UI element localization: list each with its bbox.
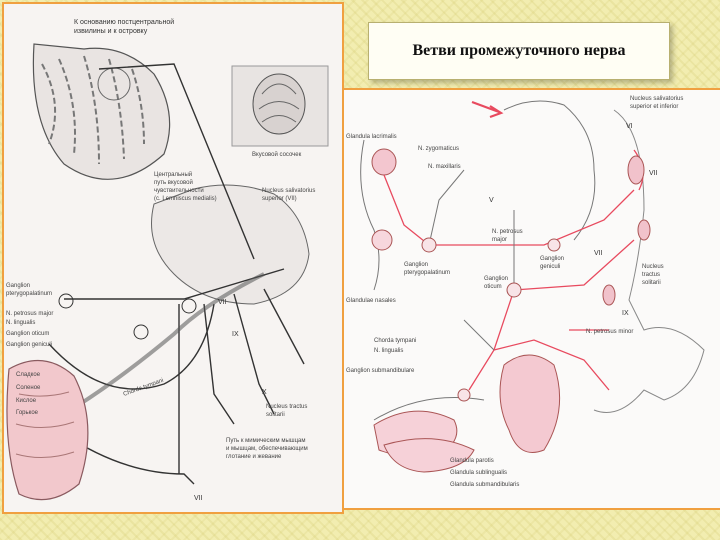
label-ganglion-ptery-2: pterygopalatinum: [6, 291, 53, 297]
facial-nerve-branches-diagram: [344, 90, 720, 508]
label-n-lingualis: N. lingualis: [6, 320, 36, 326]
label-chorda-tympani: Chorda tympani: [374, 338, 417, 344]
label-ganglion-ptery-2: pterygopalatinum: [404, 270, 451, 276]
label-nucleus-salivatorius: Nucleus salivatorius: [630, 96, 684, 102]
label-ganglion-ptery: Ganglion: [6, 283, 31, 289]
label-vii: VII: [218, 299, 227, 306]
label-ix: IX: [622, 310, 629, 317]
label-top-caption-2: извилины и к островку: [74, 28, 148, 35]
label-nucleus-tractus-2: solitarii: [266, 412, 285, 418]
label-glandula-parotis: Glandula parotis: [450, 458, 494, 464]
label-ix: IX: [232, 331, 239, 338]
label-central-path-4: (с. Lemniscus medialis): [154, 196, 217, 202]
label-central-path: Центральный: [154, 172, 193, 178]
label-tongue-bitter: Горькое: [16, 410, 39, 416]
label-glandula-lacrimalis: Glandula lacrimalis: [346, 134, 397, 140]
label-path-muscles-3: глотание и жевание: [226, 454, 282, 460]
label-ganglion-ptery: Ganglion: [404, 262, 429, 268]
label-top-caption: К основанию постцентральной: [74, 19, 175, 26]
label-x: X: [262, 389, 267, 396]
label-n-maxillaris: N. maxillaris: [428, 164, 461, 170]
label-ganglion-geniculi: Ganglion geniculi: [6, 342, 53, 348]
label-glandula-submandibularis: Glandula submandibularis: [450, 482, 520, 488]
label-nucleus-tractus: Nucleus: [642, 264, 664, 270]
label-central-path-2: путь вкусовой: [154, 180, 193, 186]
label-glandula-sublingualis: Glandula sublingualis: [450, 470, 508, 476]
label-path-muscles-2: и мышцам, обеспечивающим: [226, 446, 308, 452]
label-n-petrosus-major: N. petrosus: [492, 229, 523, 235]
right-anatomical-figure: [342, 88, 720, 510]
label-n-petrosus-major: N. petrosus major: [6, 311, 54, 317]
label-vii-bottom: VII: [194, 495, 203, 502]
label-ganglion-geniculi: Ganglion: [540, 256, 565, 262]
label-nucleus-tractus: Nucleus tractus: [266, 404, 308, 410]
label-nucleus-salivatorius: Nucleus salivatorius: [262, 188, 316, 194]
slide-title: Ветви промежуточного нерва: [412, 42, 626, 59]
label-vii-mid: VII: [594, 250, 603, 257]
label-nucleus-salivatorius-2: superior (VII): [262, 196, 297, 202]
label-taste-bud: Вкусовой сосочек: [252, 152, 302, 158]
taste-bud-figure: [232, 66, 328, 146]
label-n-zygomaticus: N. zygomaticus: [418, 146, 460, 152]
label-ganglion-oticum: Ganglion: [484, 276, 509, 282]
label-tongue-sweet: Сладкое: [16, 372, 41, 378]
label-path-muscles: Путь к мимическим мышцам: [226, 438, 306, 444]
label-tongue-sour: Кислое: [16, 398, 37, 404]
label-v: V: [489, 197, 494, 204]
label-vii-top: VII: [649, 170, 658, 177]
label-glandulae-nasales: Glandulae nasales: [346, 298, 396, 304]
taste-pathway-diagram: [4, 4, 342, 512]
label-nucleus-tractus-3: solitarii: [642, 280, 661, 286]
label-ganglion-oticum: Ganglion oticum: [6, 331, 50, 337]
ganglion-geniculi: [548, 239, 560, 251]
label-vi: VI: [626, 123, 633, 130]
slide-title-box: [368, 22, 670, 80]
label-ganglion-submandibulare: Ganglion submandibulare: [346, 368, 415, 374]
ganglion-submandibulare: [458, 389, 470, 401]
ganglion-oticum: [507, 283, 521, 297]
label-chorda-tympani: Chorda tympani: [122, 377, 165, 398]
label-tongue-salty: Соленое: [16, 385, 41, 391]
tongue-figure: [7, 360, 88, 499]
label-ganglion-geniculi-2: geniculi: [540, 264, 561, 270]
label-n-petrosus-major-2: major: [492, 237, 508, 243]
label-ganglion-oticum-2: oticum: [484, 284, 502, 290]
ganglion-pterygopalatinum: [422, 238, 436, 252]
label-n-petrosus-minor: N. petrosus minor: [586, 329, 634, 335]
label-central-path-3: чувствительности: [154, 188, 204, 194]
left-anatomical-figure: [2, 2, 344, 514]
label-n-lingualis: N. lingualis: [374, 348, 404, 354]
label-nucleus-salivatorius-2: superior et inferior: [630, 104, 679, 110]
label-nucleus-tractus-2: tractus: [642, 272, 661, 278]
